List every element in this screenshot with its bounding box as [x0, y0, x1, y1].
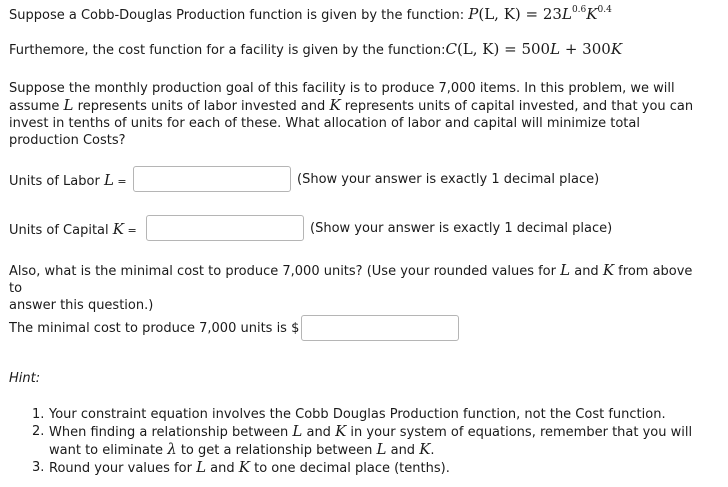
hint-item: 3. Round your values for L and K to one decimal place (tenths). [32, 458, 450, 476]
minimal-cost-question: Also, what is the minimal cost to produce 7,000 units? (Use your rounded values for L and K from above to answer this question.) [9, 261, 693, 313]
capital-input[interactable] [146, 215, 304, 241]
capital-format-hint: (Show your answer is exactly 1 decimal place) [310, 221, 613, 236]
problem-line-2: assume L represents units of labor invested and K represents units of capital invested, and that you can [9, 96, 694, 114]
hint-item: 2. When finding a relationship between L and K in your system of equations, remember that you will want to eliminate λ to get a relationship between L and K. [32, 422, 693, 458]
hint-list [32, 406, 712, 477]
hint-title: Hint: [9, 371, 41, 386]
labor-format-hint: (Show your answer is exactly 1 decimal place) [297, 172, 600, 187]
minimal-cost-label: The minimal cost to produce 7,000 units is $ [9, 321, 300, 336]
capital-label: Units of Capital K = [9, 220, 137, 238]
minimal-cost-input[interactable] [301, 315, 459, 341]
problem-description: Suppose the monthly production goal of this facility is to produce 7,000 items. In this problem, we will assume L represents units of labor invested and K represents units of capital invested, and that you can invest in tenths of units for each of these. What allocation of labor and capital will minimize total production Costs? [9, 80, 709, 149]
production-function-statement: Suppose a Cobb-Douglas Production function is given by the function: P(L, $K) = 23L^{0.6}K^{0.4}$ [9, 5, 612, 23]
labor-label: Units of Labor L = [9, 171, 127, 189]
cost-function-statement: Furthemore, the cost function for a facility is given by the function:C(L, K) = 500L + 300K [9, 40, 623, 58]
labor-input[interactable] [133, 166, 291, 192]
hint-item: 1. Your constraint equation involves the Cobb Douglas Production function, not the Cost function. [32, 407, 666, 422]
